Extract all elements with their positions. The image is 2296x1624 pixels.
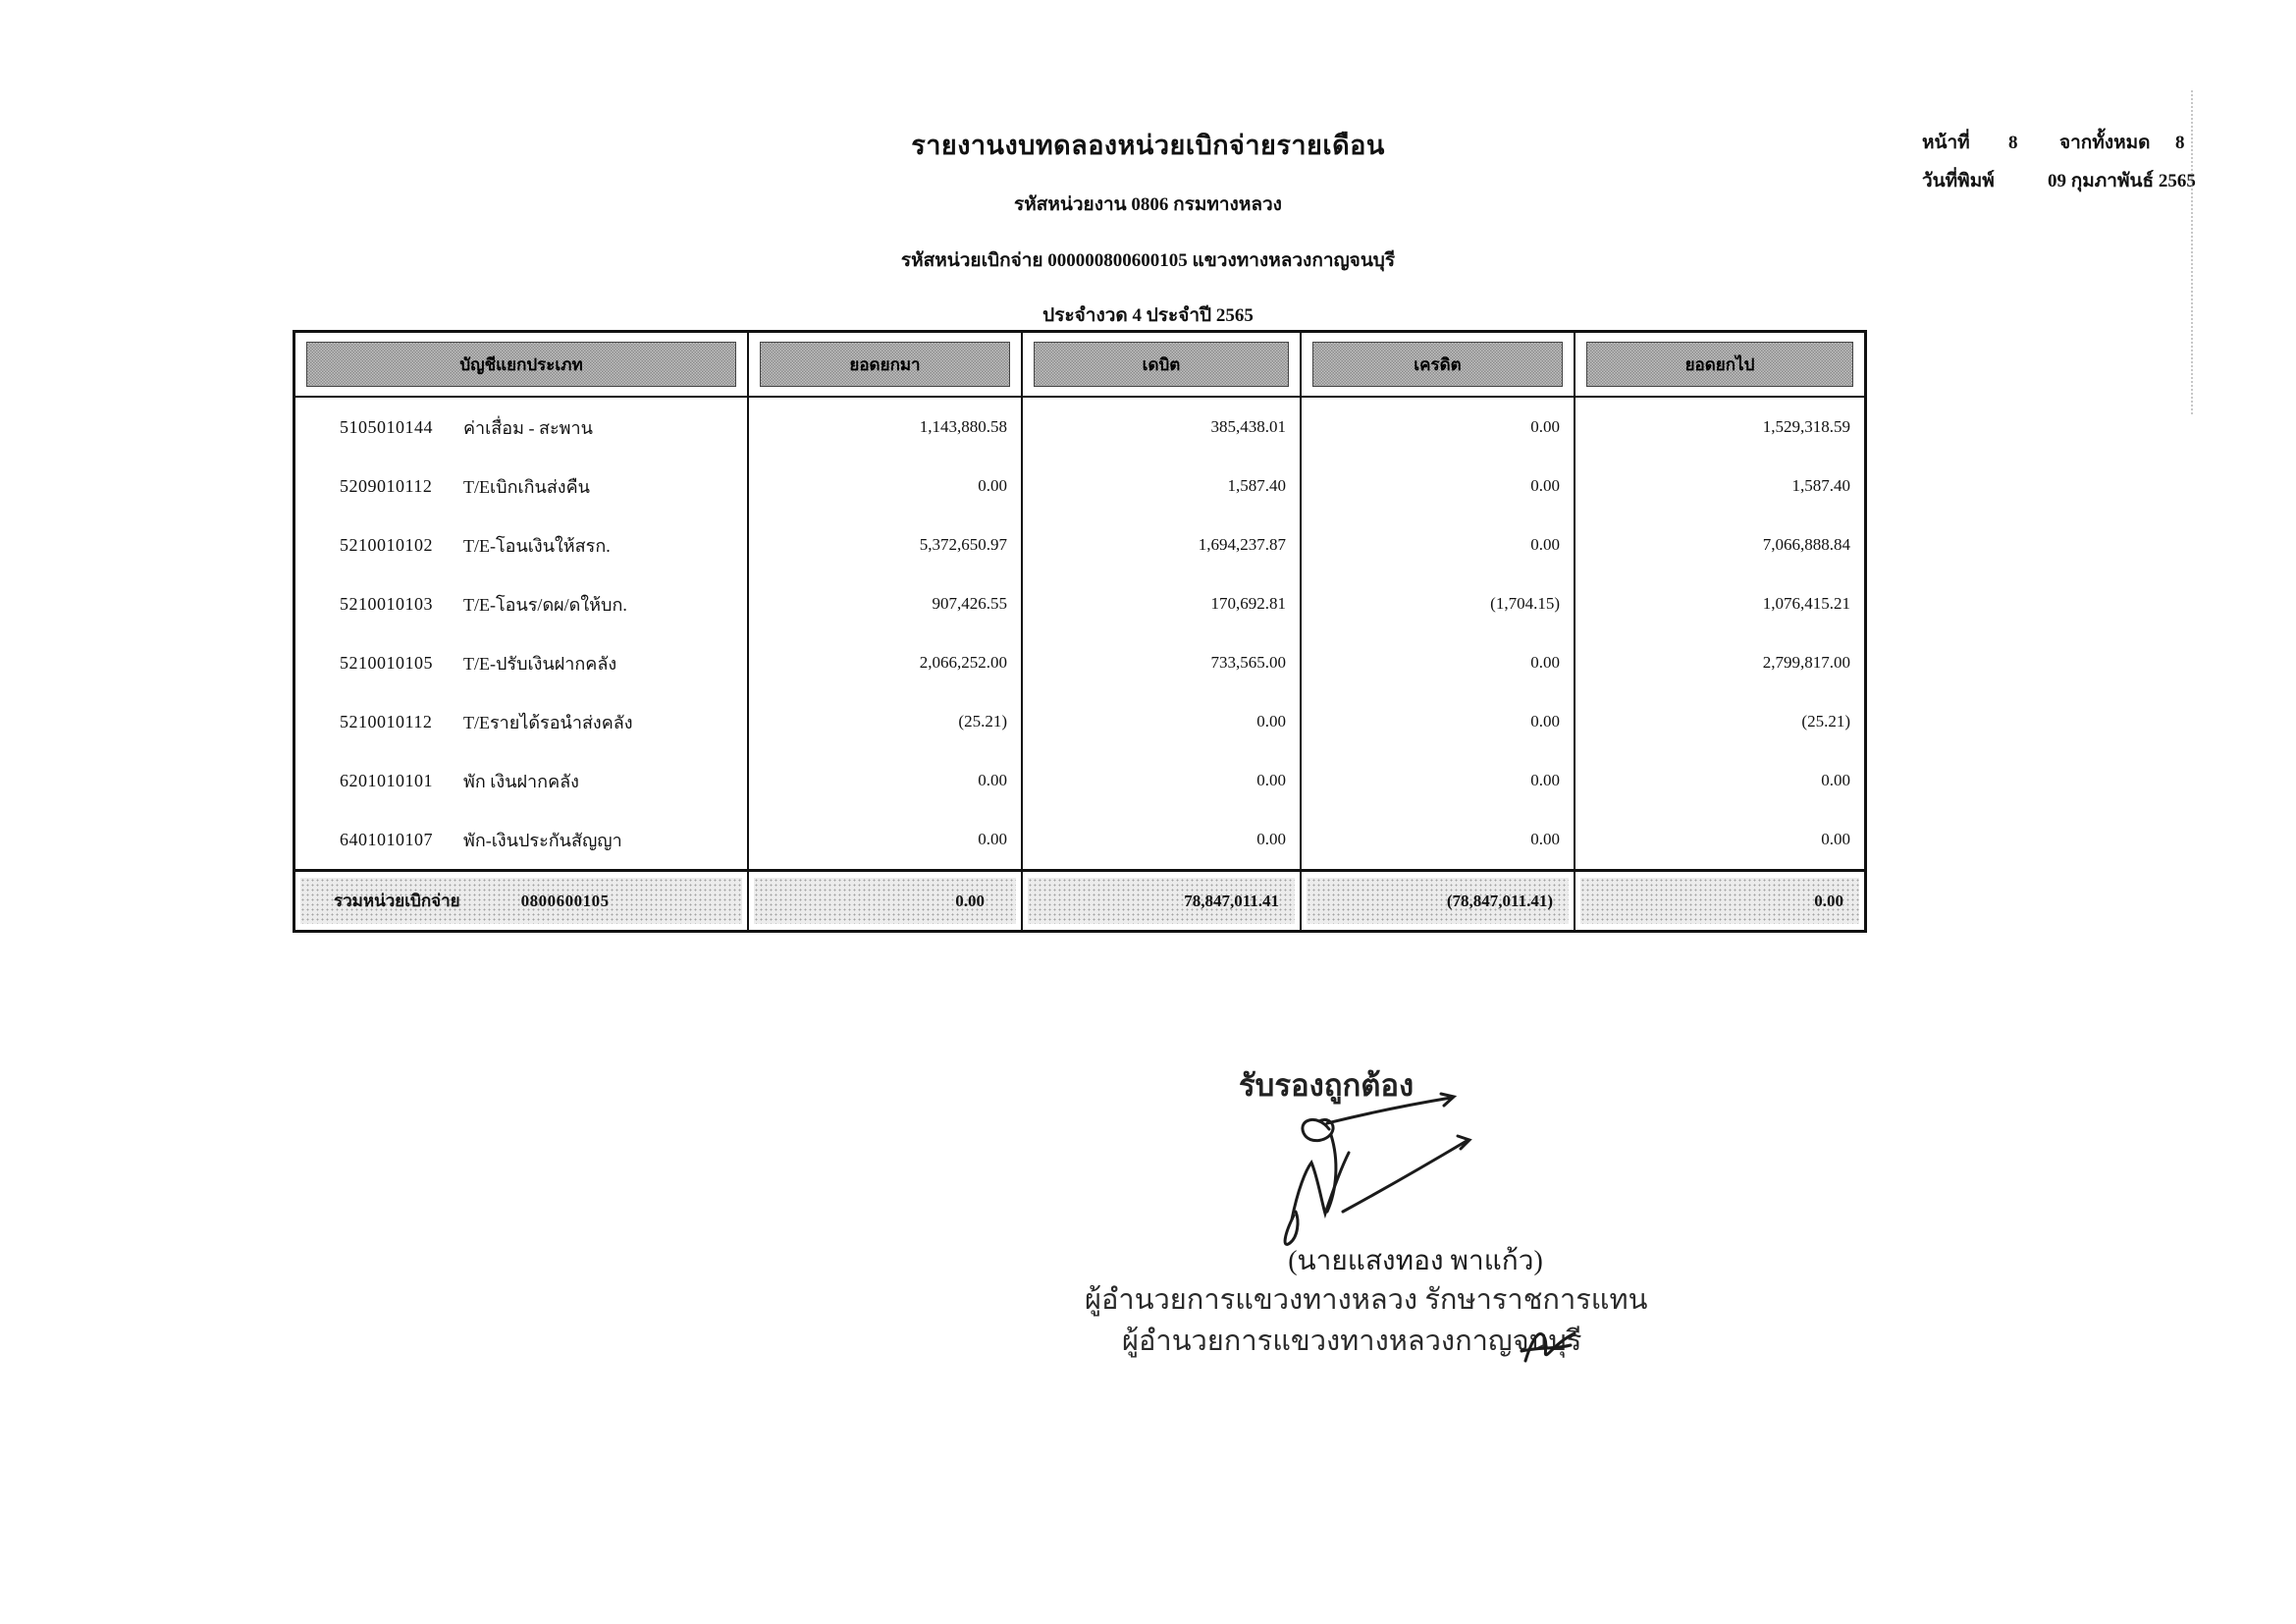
page-label: หน้าที่: [1922, 133, 1970, 153]
initial-scribble: [1512, 1318, 1592, 1375]
total-label: รวมหน่วยเบิกจ่าย: [334, 892, 460, 910]
print-date: 09 กุมภาพันธ์ 2565: [2048, 171, 2196, 191]
total-pages-label: จากทั้งหมด: [2059, 133, 2151, 153]
org-code-line: รหัสหน่วยงาน 0806 กรมทางหลวง: [1014, 194, 1282, 215]
trial-balance-table: [293, 330, 1867, 933]
table-row: [295, 574, 1864, 633]
credit-amount: 0.00: [1302, 751, 1575, 810]
closing-balance: 1,529,318.59: [1762, 417, 1850, 436]
closing-balance: 1,587.40: [1791, 476, 1850, 495]
credit-amount: 0.00: [1302, 692, 1575, 751]
debit-amount: 0.00: [1023, 692, 1302, 751]
account-name: พัก เงินฝากคลัง: [463, 771, 579, 791]
table-row: [295, 751, 1864, 810]
table-row: [295, 398, 1864, 457]
page-meta: [1922, 128, 2196, 204]
account-code: 5105010144: [340, 416, 433, 437]
debit-amount: 1,587.40: [1023, 457, 1302, 515]
table-row: [295, 633, 1864, 692]
opening-balance: 5,372,650.97: [749, 515, 1023, 574]
certified-correct-label: รับรองถูกต้อง: [1239, 1068, 1415, 1103]
header-account: บัญชีแยกประเภท: [306, 342, 736, 387]
signer-name: (นายแสงทอง พาแก้ว): [1288, 1246, 1543, 1276]
header-credit: เครดิต: [1312, 342, 1563, 387]
closing-balance: 0.00: [1821, 771, 1850, 789]
closing-balance: 2,799,817.00: [1762, 653, 1850, 672]
page-number: 8: [2008, 133, 2018, 153]
total-debit: 78,847,011.41: [1028, 878, 1295, 924]
header-debit: เดบิต: [1034, 342, 1289, 387]
account-name: T/E-ปรับเงินฝากคลัง: [463, 653, 617, 674]
table-row: [295, 457, 1864, 515]
opening-balance: 0.00: [749, 457, 1023, 515]
debit-amount: 170,692.81: [1023, 574, 1302, 633]
closing-balance: 7,066,888.84: [1762, 535, 1850, 554]
account-code: 6201010101: [340, 770, 433, 790]
report-title: รายงานงบทดลองหน่วยเบิกจ่ายรายเดือน: [911, 131, 1385, 160]
credit-amount: 0.00: [1302, 633, 1575, 692]
table-total-row: [295, 869, 1864, 930]
handwritten-signature: [1258, 1092, 1504, 1249]
debit-amount: 0.00: [1023, 751, 1302, 810]
signer-title-line1: ผู้อำนวยการแขวงทางหลวง รักษาราชการแทน: [1085, 1284, 1648, 1316]
account-name: T/Eเบิกเกินส่งคืน: [463, 476, 590, 497]
credit-amount: 0.00: [1302, 515, 1575, 574]
header-closing: ยอดยกไป: [1586, 342, 1853, 387]
total-opening: 0.00: [754, 878, 1016, 924]
account-name: T/E-โอนเงินให้สรก.: [463, 535, 611, 556]
closing-balance: (25.21): [1801, 712, 1850, 731]
total-pages: 8: [2175, 133, 2185, 153]
account-code: 6401010107: [340, 829, 433, 849]
account-name: T/Eรายได้รอนำส่งคลัง: [463, 712, 633, 732]
account-name: T/E-โอนร/ดผ/ดให้บก.: [463, 594, 627, 615]
account-code: 5209010112: [340, 475, 433, 496]
credit-amount: (1,704.15): [1302, 574, 1575, 633]
scan-artifact-line: [2191, 90, 2193, 414]
closing-balance: 0.00: [1821, 830, 1850, 848]
table-row: [295, 692, 1864, 751]
table-row: [295, 515, 1864, 574]
credit-amount: 0.00: [1302, 810, 1575, 869]
account-code: 5210010103: [340, 593, 433, 614]
table-row: [295, 810, 1864, 869]
table-header-row: [295, 333, 1864, 398]
debit-amount: 385,438.01: [1023, 398, 1302, 457]
total-unit-code: 0800600105: [520, 891, 610, 910]
print-date-row: [1922, 166, 2196, 195]
total-closing: 0.00: [1580, 878, 1859, 924]
account-code: 5210010102: [340, 534, 433, 555]
print-date-label: วันที่พิมพ์: [1922, 171, 1995, 191]
credit-amount: 0.00: [1302, 457, 1575, 515]
opening-balance: 0.00: [749, 810, 1023, 869]
period-line: ประจำงวด 4 ประจำปี 2565: [1042, 305, 1254, 326]
debit-amount: 0.00: [1023, 810, 1302, 869]
account-code: 5210010105: [340, 652, 433, 673]
credit-amount: 0.00: [1302, 398, 1575, 457]
header-opening: ยอดยกมา: [760, 342, 1010, 387]
debit-amount: 733,565.00: [1023, 633, 1302, 692]
disburse-unit-line: รหัสหน่วยเบิกจ่าย 000000800600105 แขวงทางหลวงกาญจนบุรี: [900, 250, 1396, 271]
signer-title-line2: ผู้อำนวยการแขวงทางหลวงกาญจนบุรี: [1122, 1326, 1582, 1357]
account-name: ค่าเสื่อม - สะพาน: [463, 417, 593, 438]
debit-amount: 1,694,237.87: [1023, 515, 1302, 574]
opening-balance: (25.21): [749, 692, 1023, 751]
account-name: พัก-เงินประกันสัญญา: [463, 830, 622, 850]
total-credit: (78,847,011.41): [1307, 878, 1569, 924]
page-number-row: [1922, 128, 2196, 157]
opening-balance: 0.00: [749, 751, 1023, 810]
opening-balance: 2,066,252.00: [749, 633, 1023, 692]
account-code: 5210010112: [340, 711, 433, 731]
opening-balance: 907,426.55: [749, 574, 1023, 633]
opening-balance: 1,143,880.58: [749, 398, 1023, 457]
closing-balance: 1,076,415.21: [1762, 594, 1850, 613]
